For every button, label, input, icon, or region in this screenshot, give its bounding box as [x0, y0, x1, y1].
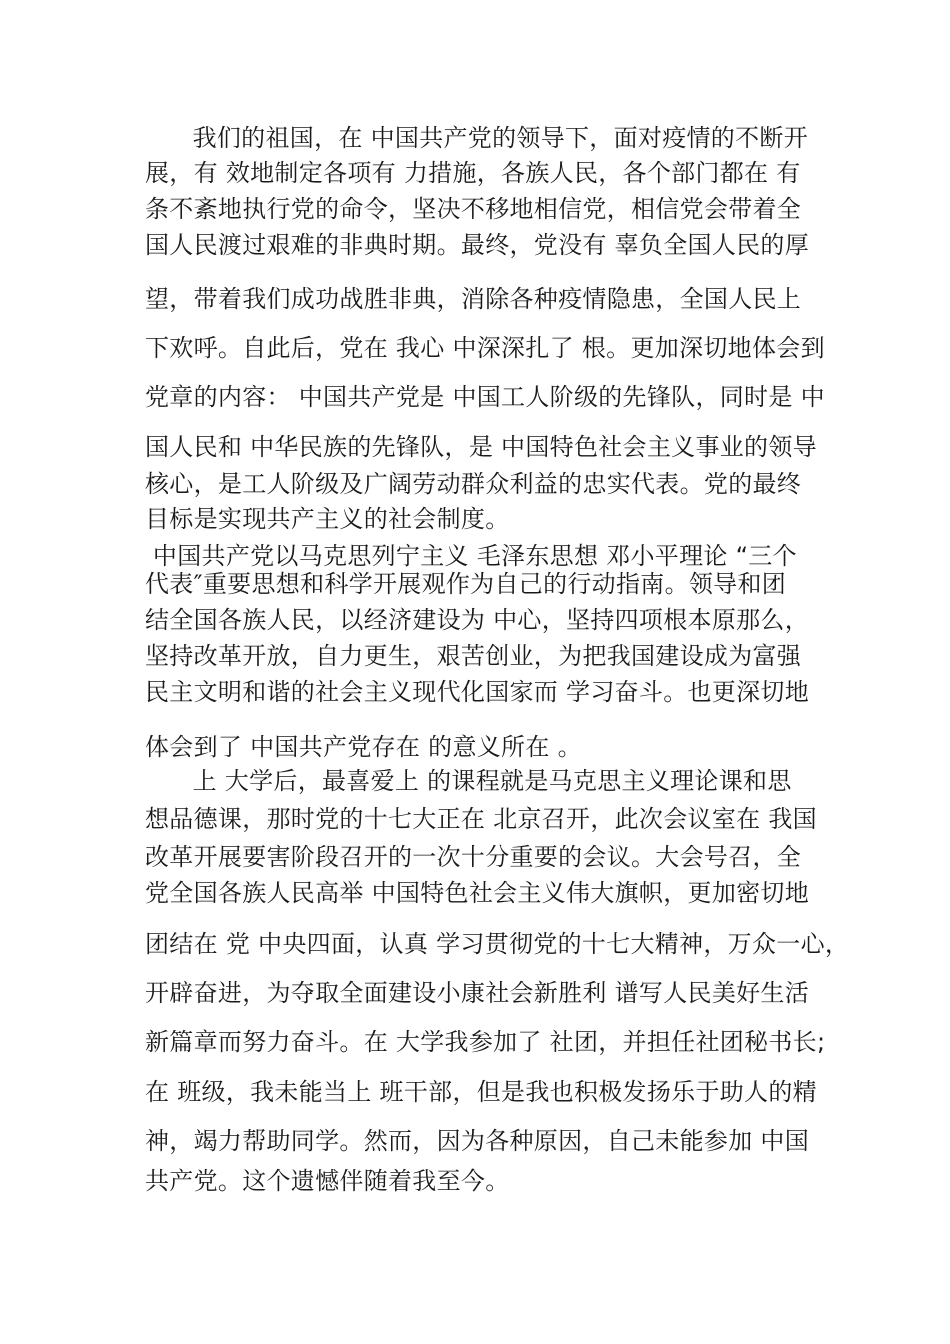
text-line: 在 班级，我未能当上 班干部，但是我也积极发扬乐于助人的精 [145, 1078, 817, 1106]
text-line: 民主文明和谐的社会主义现代化国家而 学习奋斗。也更深切地 [145, 678, 810, 706]
text-line: 改革开展要害阶段召开的一次十分重要的会议。大会号召，全 [145, 843, 802, 871]
text-line: 想品德课，那时党的十七大正在 北京召开，此次会议室在 我国 [145, 805, 817, 833]
text-line: 神，竭力帮助同学。然而，因为各种原因，自己未能参加 中国 [145, 1127, 810, 1155]
text-line: 党全国各族人民高举 中国特色社会主义伟大旗帜，更加密切地 [145, 879, 810, 907]
text-line: 体会到了 中国共产党存在 的意义所在 。 [145, 733, 582, 761]
text-line: 开辟奋进，为夺取全面建设小康社会新胜利 谱写人民美好生活 [145, 979, 810, 1007]
text-line: 中国共产党以马克思列宁主义 毛泽东思想 邓小平理论 “三个 [145, 542, 797, 570]
text-line: 共产党。这个遗憾伴随着我至今。 [145, 1167, 510, 1195]
text-line: 国人民和 中华民族的先锋队，是 中国特色社会主义事业的领导 [145, 433, 817, 461]
text-line: 条不紊地执行党的命令，坚决不移地相信党，相信党会带着全 [145, 195, 802, 223]
text-line: 新篇章而努力奋斗。在 大学我参加了 社团，并担任社团秘书长; [145, 1028, 826, 1056]
text-line: 团结在 党 中央四面，认真 学习贯彻党的十七大精神，万众一心， [145, 930, 850, 958]
text-line: 下欢呼。自此后，党在 我心 中深深扎了 根。更加深切地体会到 [145, 334, 825, 362]
text-line: 目标是实现共产主义的社会制度。 [145, 505, 510, 533]
text-line: 望，带着我们成功战胜非典，消除各种疫情隐患，全国人民上 [145, 285, 802, 313]
text-line: 我们的祖国，在 中国共产党的领导下，面对疫情的不断开 [145, 124, 809, 152]
text-line: 核心，是工人阶级及广阔劳动群众利益的忠实代表。党的最终 [145, 470, 802, 498]
text-line: 结全国各族人民，以经济建设为 中心，坚持四项根本原那么， [145, 606, 810, 634]
text-line: 国人民渡过艰难的非典时期。最终，党没有 辜负全国人民的厚 [145, 231, 810, 259]
text-line: 党章的内容： 中国共产党是 中国工人阶级的先锋队，同时是 中 [145, 383, 825, 411]
text-line: 展，有 效地制定各项有 力措施，各族人民，各个部门都在 有 [145, 159, 801, 187]
text-line: 坚持改革开放，自力更生，艰苦创业，为把我国建设成为富强 [145, 642, 802, 670]
text-line: 代表″重要思想和科学开展观作为自己的行动指南。领导和团 [145, 570, 787, 598]
text-line: 上 大学后，最喜爱上 的课程就是马克思主义理论课和思 [145, 767, 792, 795]
